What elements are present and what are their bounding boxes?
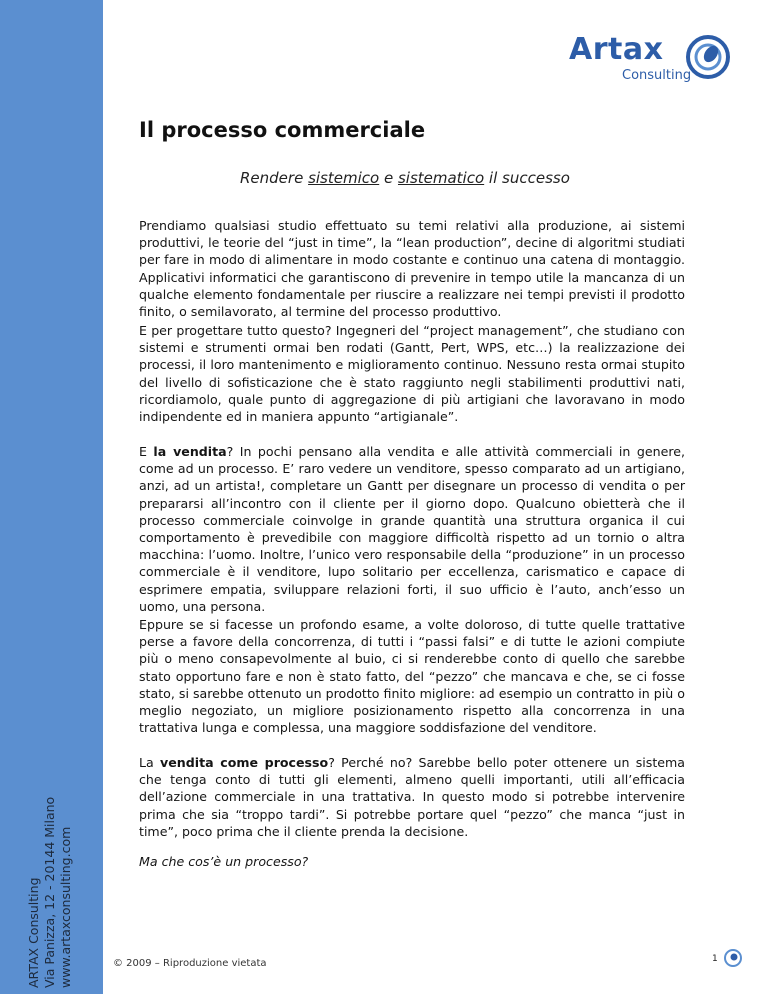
paragraph-1: Prendiamo qualsiasi studio effettuato su temi relativi alla produzione, ai sistemi produttivi, le teorie del “just in time”, la “lean production”, decine di algoritmi studiati per fare in modo di alimentare in modo costante e continuo una catena di montaggio. Applicativi informatici che garantiscono di prevenire in tempo utile la mancanza di un qualche elemento fondamentale per riuscire a realizzare nei tempi previsti il prodotto finito, o semilavorato, al termine del processo produttivo.: [139, 218, 685, 320]
closing-question: Ma che cos’è un processo?: [139, 854, 309, 869]
paragraph-2: E per progettare tutto questo? Ingegneri del “project management”, che studiano con sistemi e strumenti ormai ben rodati (Gantt, Pert, WPS, etc…) la realizzazione dei processi, il loro mantenimento e miglioramento continuo. Nessuno resta ormai stupito del livello di sofisticazione che è stato raggiunto negli stabilimenti produttivi nati, ricordiamolo, quale punto di aggregazione di più artigiani che lavoravano in modo indipendente ed in maniera appunto “artigianale”.: [139, 323, 685, 425]
page-title: Il processo commerciale: [139, 118, 426, 142]
logo-subtitle: Consulting: [622, 68, 692, 83]
page-swirl-icon: [722, 947, 744, 969]
sidebar-address: Via Panizza, 12 - 20144 Milano: [42, 796, 57, 988]
artax-logo: [565, 32, 745, 88]
footer-copyright: © 2009 – Riproduzione vietata: [113, 958, 267, 969]
paragraph-4: Eppure se si facesse un profondo esame, a volte doloroso, di tutte quelle trattative perse a favore della concorrenza, di tutti i “passi falsi” e di tutte le azioni compiute più o meno consapevolmente al buio, ci si renderebbe conto di quello che sarebbe stato opportuno fare e non è stato fatto, del “pezzo” che mancava e che, se ci fosse stato, si sarebbe ottenuto un prodotto finito migliore: ad esempio un contratto in più o meglio negoziato, un migliore posizionamento rispetto alla concorrenza in una trattativa lunga e complessa, una maggiore soddisfazione del venditore.: [139, 617, 685, 736]
page-number: 1: [712, 954, 718, 964]
paragraph-3: E la vendita? In pochi pensano alla vendita e alle attività commerciali in genere, come ad un processo. E’ raro vedere un venditore, spesso comparato ad un artigiano, anzi, ad un artista!, completare un Gantt per disegnare un processo di vendita o per prepararsi all’incontro con il cliente per il giorno dopo. Qualcuno obietterà che il processo commerciale coinvolge in grande quantità una struttura organica il cui comportamento è prevedibile con maggiore difficoltà rispetto ad un tornio o altra macchina: l’uomo. Inoltre, l’unico vero responsabile della “produzione” in un processo commerciale è il venditore, lupo solitario per eccellenza, carismatico e capace di esprimere empatia, sviluppare relazioni forti, il suo ufficio è l’auto, anch’esso un uomo, una persona.: [139, 444, 685, 614]
paragraph-5: La vendita come processo? Perché no? Sarebbe bello poter ottenere un sistema che tenga conto di tutti gli elementi, almeno quelli importanti, utili all’efficacia dell’azione commerciale in una trattativa. In questo modo si potrebbe intervenire prima che sia “troppo tardi”. Si potrebbe portare quel “pezzo” che manca “just in time”, poco prima che il cliente prenda la decisione.: [139, 755, 685, 839]
logo-swirl-icon: [685, 34, 731, 80]
sidebar-website: www.artaxconsulting.com: [58, 826, 73, 988]
sidebar-company: ARTAX Consulting: [26, 877, 41, 988]
sidebar-contact: [26, 728, 74, 988]
page-subtitle: Rendere sistemico e sistematico il successo: [240, 169, 570, 187]
logo-wordmark: Artax: [569, 32, 664, 67]
sidebar-band: [0, 0, 103, 994]
